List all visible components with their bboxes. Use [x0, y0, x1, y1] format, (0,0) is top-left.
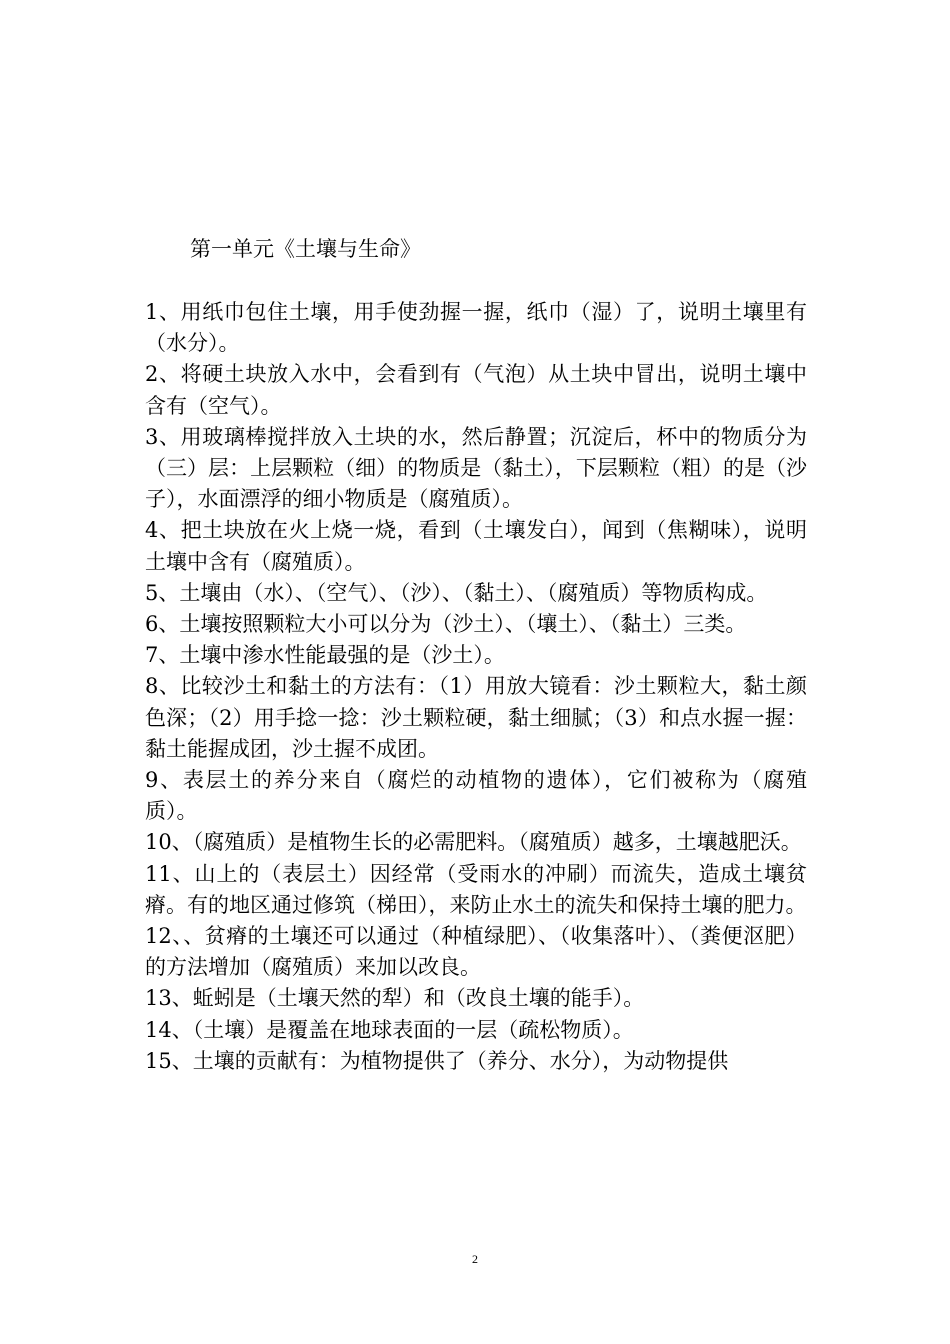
list-item: 7、土壤中渗水性能最强的是（沙土）。	[145, 643, 505, 668]
list-item: 12、、贫瘠的土壤还可以通过（种植绿肥）、（收集落叶）、（粪便沤肥）的方法增加（腐殖质）来加以改良。	[145, 924, 807, 980]
list-item: 13、蚯蚓是（土壤天然的犁）和（改良土壤的能手）。	[145, 986, 645, 1011]
list-item: 10、（腐殖质）是植物生长的必需肥料。（腐殖质）越多，土壤越肥沃。	[145, 830, 802, 855]
list-item: 2、将硬土块放入水中，会看到有（气泡）从土块中冒出，说明土壤中含有（空气）。	[145, 362, 807, 418]
list-item: 8、比较沙土和黏土的方法有：（1）用放大镜看：沙土颗粒大，黏土颜色深；（2）用手捻一捻：沙土颗粒硬，黏土细腻；（3）和点水握一握：黏土能握成团，沙土握不成团。	[145, 674, 807, 761]
list-item: 14、（土壤）是覆盖在地球表面的一层（疏松物质）。	[145, 1017, 634, 1042]
list-item: 11、山上的（表层土）因经常（受雨水的冲刷）而流失，造成土壤贫瘠。有的地区通过修筑（梯田），来防止水土的流失和保持土壤的肥力。	[145, 861, 807, 917]
list-item: 4、把土块放在火上烧一烧，看到（土壤发白），闻到（焦糊味），说明土壤中含有（腐殖质）。	[145, 518, 807, 574]
list-item: 1、用纸巾包住土壤，用手使劲握一握，纸巾（湿）了，说明土壤里有（水分）。	[145, 300, 807, 356]
list-item: 6、土壤按照颗粒大小可以分为（沙土）、（壤土）、（黏土）三类。	[145, 612, 747, 637]
list-item: 3、用玻璃棒搅拌放入土块的水，然后静置；沉淀后，杯中的物质分为（三）层：上层颗粒（细）的物质是（黏土），下层颗粒（粗）的是（沙子），水面漂浮的细小物质是（腐殖质）。	[145, 424, 807, 512]
list-item: 5、土壤由（水）、（空气）、（沙）、（黏土）、（腐殖质）等物质构成。	[145, 580, 768, 605]
page-number: 2	[472, 1252, 478, 1266]
question-list	[145, 297, 807, 1077]
unit-title: 第一单元《土壤与生命》	[190, 237, 421, 261]
list-item: 9、表层土的养分来自（腐烂的动植物的遗体），它们被称为（腐殖质）。	[145, 768, 807, 824]
list-item: 15、土壤的贡献有：为植物提供了（养分、水分），为动物提供	[145, 1048, 729, 1073]
